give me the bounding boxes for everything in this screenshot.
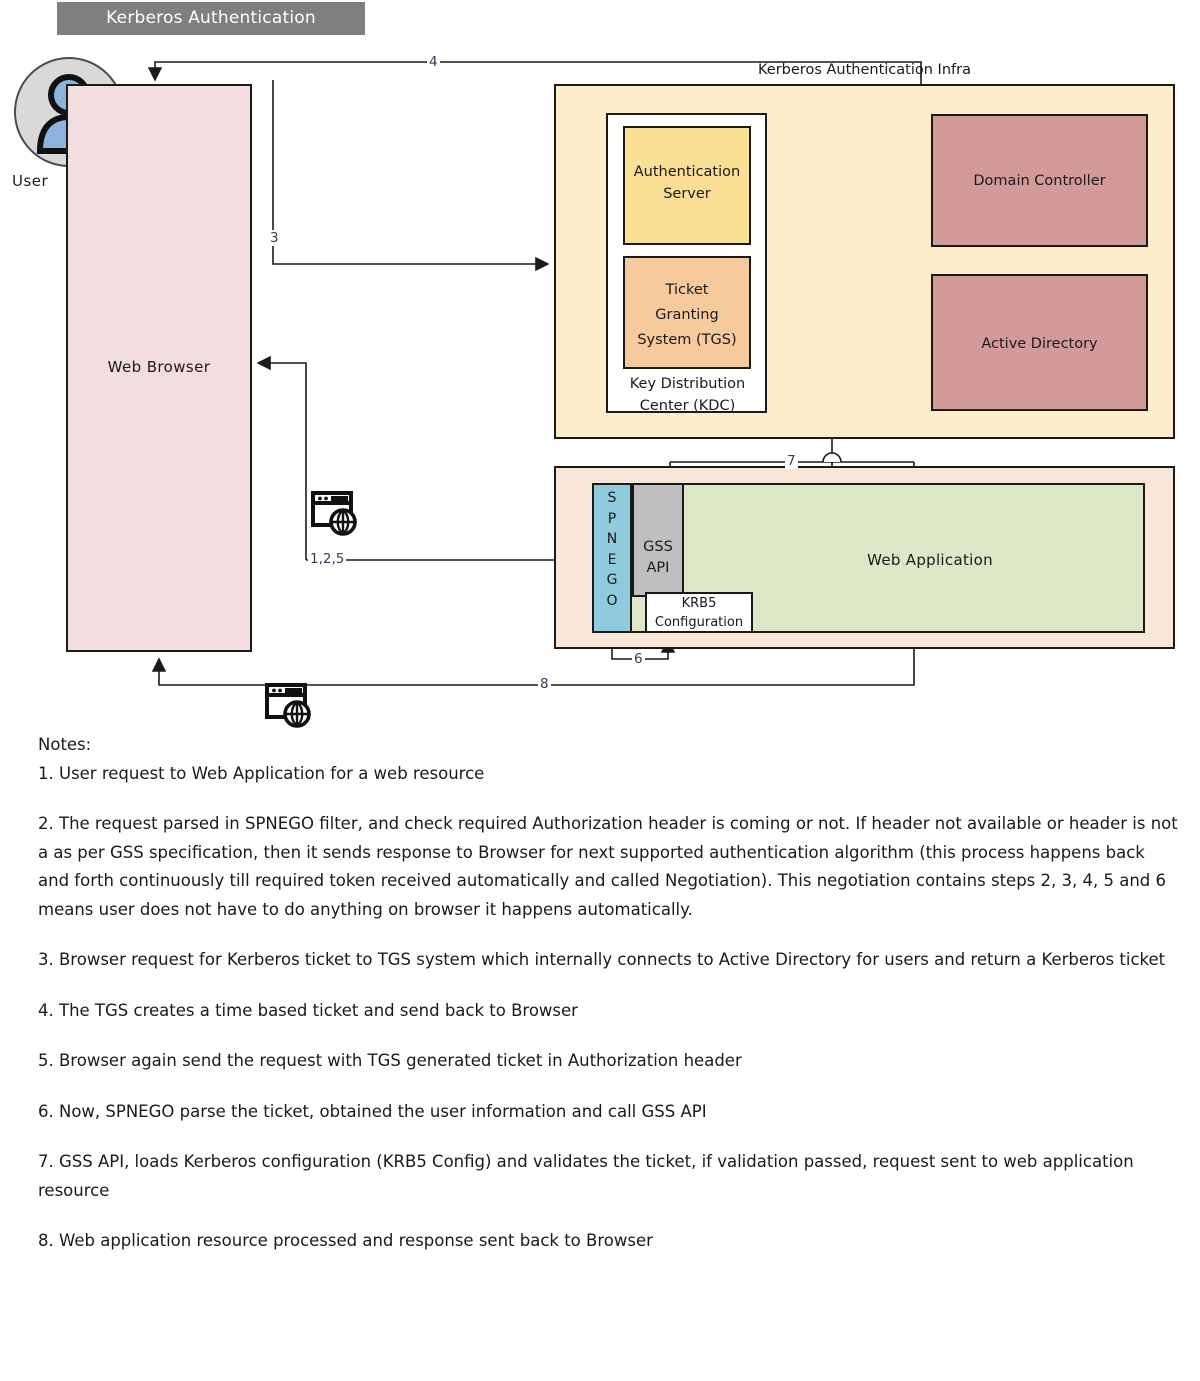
kdc-label xyxy=(610,373,765,417)
authentication-server-line1: Authentication xyxy=(633,164,741,180)
note-item: 5. Browser again send the request with TGS generated ticket in Authorization header xyxy=(38,1051,742,1070)
note-item: 1. User request to Web Application for a web resource xyxy=(38,763,485,783)
browser-globe-glyph xyxy=(264,681,316,733)
krb5-configuration-label xyxy=(645,594,753,632)
arrow-step-3 xyxy=(273,80,548,264)
spnego-letter: N xyxy=(606,531,618,547)
arrow-infra-to-browser xyxy=(258,363,306,444)
browser-globe-glyph xyxy=(310,489,362,541)
note-item: 7. GSS API, loads Kerberos configuration (KRB5 Config) and validates the ticket, if validation passed, request sent to web application resource xyxy=(38,1152,1134,1200)
authentication-server-label xyxy=(623,161,751,205)
spnego-label xyxy=(592,488,632,611)
gss-api-line1: GSS xyxy=(643,539,673,555)
step-label-7: 7 xyxy=(787,453,796,469)
tgs-line2: Granting xyxy=(655,307,719,323)
tgs-line3: System (TGS) xyxy=(637,332,737,348)
step-label-4: 4 xyxy=(429,54,438,70)
krb5-line1: KRB5 xyxy=(681,596,717,611)
notes-section xyxy=(38,731,1178,1278)
step-label-8: 8 xyxy=(540,676,549,692)
gss-api-line2: API xyxy=(646,560,670,576)
note-item: 6. Now, SPNEGO parse the ticket, obtained the user information and call GSS API xyxy=(38,1101,707,1121)
kerberos-infra-title: Kerberos Authentication Infra xyxy=(758,62,971,78)
note-item: 2. The request parsed in SPNEGO filter, and check required Authorization header is coming or not. If header not available or header is not a as per GSS specification, then it sends response to Browser for next supported authentication algorithm (this process happens back and forth continuously till required token received automatically and called Negotiation). This negotiation contains steps 2, 3, 4, 5 and 6 means user does not have to do anything on browser it happens automatically. xyxy=(38,814,1178,919)
step-label-3: 3 xyxy=(270,230,279,246)
note-item: 4. The TGS creates a time based ticket and send back to Browser xyxy=(38,1000,578,1020)
krb5-line2: Configuration xyxy=(654,615,744,630)
step-label-1-2-5: 1,2,5 xyxy=(310,551,345,567)
user-label: User xyxy=(12,172,49,190)
page-title: Kerberos Authentication xyxy=(57,2,365,35)
spnego-letter: E xyxy=(607,551,617,568)
browser-window-globe-icon xyxy=(264,681,316,737)
spnego-letter: S xyxy=(607,490,617,506)
domain-controller-label: Domain Controller xyxy=(973,173,1106,189)
gss-api-label xyxy=(632,537,684,579)
ticket-granting-system-label xyxy=(623,278,751,353)
note-item: 3. Browser request for Kerberos ticket to TGS system which internally connects to Active Directory for users and return a Kerberos ticket xyxy=(38,950,1166,969)
step-label-6: 6 xyxy=(634,651,643,667)
tgs-line1: Ticket xyxy=(665,282,709,298)
spnego-letter: G xyxy=(606,572,618,588)
web-application-label: Web Application xyxy=(867,551,993,569)
active-directory-label: Active Directory xyxy=(981,336,1098,352)
notes-heading: Notes: xyxy=(38,735,92,754)
kdc-line1: Key Distribution xyxy=(629,376,746,392)
note-item: 8. Web application resource processed and response sent back to Browser xyxy=(38,1231,653,1250)
web-browser-label: Web Browser xyxy=(107,358,211,376)
authentication-server-line2: Server xyxy=(663,186,711,202)
kdc-line2: Center (KDC) xyxy=(639,398,736,414)
spnego-letter: O xyxy=(606,592,618,609)
browser-window-globe-icon xyxy=(310,489,362,545)
spnego-letter: P xyxy=(607,510,617,527)
